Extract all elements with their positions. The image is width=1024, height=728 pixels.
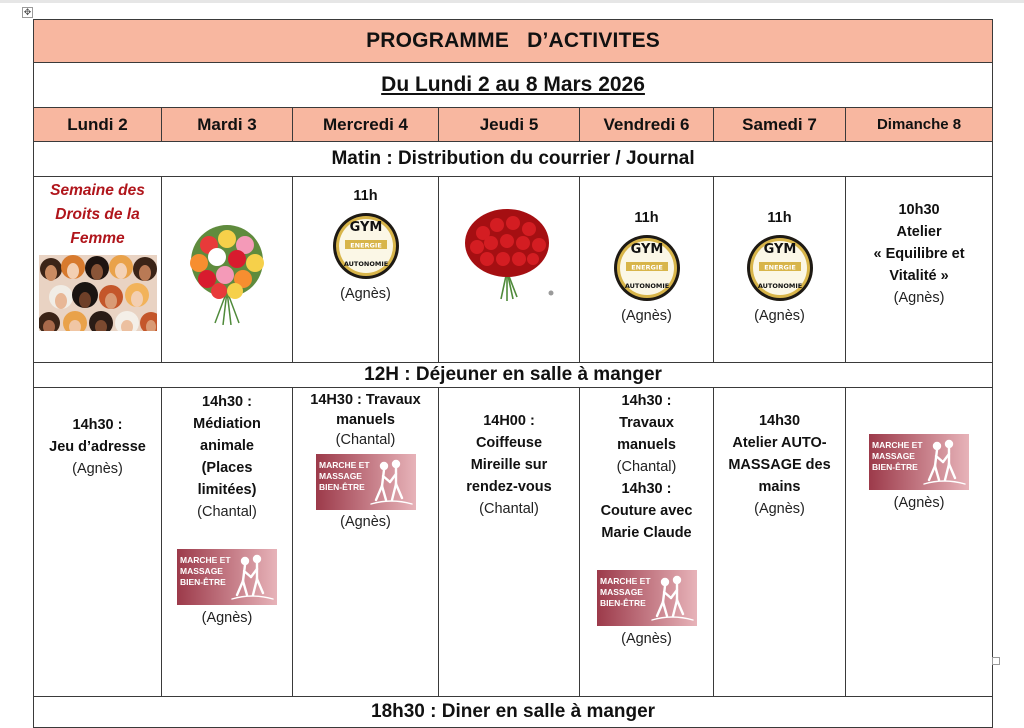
- activity-host: (Chantal): [335, 432, 396, 448]
- activity-time: 11h: [767, 210, 792, 226]
- activity-line: Travaux: [619, 415, 674, 431]
- marche-logo-line: MARCHE ET: [599, 576, 651, 586]
- activity-time: 14h30 :: [202, 394, 252, 410]
- morning-band: Matin : Distribution du courrier / Journal: [34, 142, 993, 177]
- afternoon-samedi: [714, 388, 846, 697]
- date-range-cell: [34, 63, 993, 108]
- energie-logo-word: ENERGIE: [763, 263, 796, 272]
- highlight-line: Semaine des: [50, 182, 145, 199]
- gym-energie-autonomie-logo: [612, 233, 682, 303]
- activity-line: manuels: [336, 412, 395, 428]
- marche-logo-line: MASSAGE: [180, 566, 223, 576]
- red-rose-bouquet-image: [461, 205, 557, 303]
- gym-energie-autonomie-logo: [331, 211, 401, 281]
- image-host: (Agnès): [621, 631, 672, 647]
- activity-host: (Agnès): [621, 308, 672, 324]
- activity-line: « Equilibre et: [873, 246, 965, 262]
- morning-lundi: [34, 177, 162, 363]
- activity-line: mains: [758, 479, 801, 495]
- activity-host: (Agnès): [754, 308, 805, 324]
- activity-line: animale: [200, 438, 254, 454]
- afternoon-dimanche: [846, 388, 993, 697]
- gym-logo-word: GYM: [630, 242, 663, 257]
- gym-logo-word: GYM: [763, 242, 796, 257]
- day-header-mercredi: Mercredi 4: [293, 108, 439, 142]
- activity-host: (Chantal): [616, 459, 677, 475]
- activity-line: Mireille sur: [470, 457, 548, 473]
- activity-time: 11h: [353, 188, 378, 204]
- mixed-rose-bouquet-image: [179, 221, 275, 325]
- marche-logo-line: MASSAGE: [872, 451, 916, 461]
- day-header-samedi: Samedi 7: [714, 108, 846, 142]
- marche-logo-line: BIEN-ÊTRE: [180, 577, 226, 587]
- marche-logo-line: MASSAGE: [318, 471, 362, 481]
- day-header-row: [34, 108, 993, 142]
- activity-line: MASSAGE des: [728, 457, 831, 473]
- activity-host: (Agnès): [893, 290, 945, 306]
- day-header-vendredi: Vendredi 6: [580, 108, 714, 142]
- activity-host: (Agnès): [754, 501, 805, 517]
- marche-logo-line: MARCHE ET: [180, 555, 231, 565]
- marche-massage-bien-etre-logo: [177, 549, 277, 605]
- energie-logo-word: ENERGIE: [349, 241, 382, 250]
- afternoon-mardi: [162, 388, 293, 697]
- activity-line: Vitalité »: [889, 268, 949, 284]
- morning-activities-row: [34, 177, 993, 363]
- activity-time: 10h30: [898, 202, 940, 218]
- activity-time: 14h30 :: [72, 417, 123, 433]
- activity-line: limitées): [197, 482, 257, 498]
- activity-line: Atelier: [896, 224, 942, 240]
- activity-line-2: Couture avec: [600, 503, 693, 519]
- image-host: (Agnès): [893, 495, 945, 511]
- marche-logo-line: BIEN-ÊTRE: [872, 462, 918, 472]
- image-host: (Agnès): [340, 514, 391, 530]
- highlight-line: Droits de la: [55, 206, 140, 223]
- image-host: (Agnès): [201, 610, 253, 626]
- activity-time: 14h30: [758, 413, 801, 429]
- date-range: Du Lundi 2 au 8 Mars 2026: [381, 73, 645, 96]
- afternoon-vendredi: [580, 388, 714, 697]
- activity-host: (Agnès): [340, 286, 391, 302]
- marche-logo-line: MARCHE ET: [872, 440, 923, 450]
- day-header-mardi: Mardi 3: [162, 108, 293, 142]
- activity-schedule-table: [33, 19, 993, 728]
- energie-logo-word: ENERGIE: [630, 263, 663, 272]
- activity-host: (Chantal): [479, 501, 539, 517]
- morning-vendredi: [580, 177, 714, 363]
- activity-line: Atelier AUTO-: [732, 435, 827, 451]
- women-illustration-image: [39, 255, 157, 331]
- activity-time: 11h: [634, 210, 659, 226]
- afternoon-jeudi: [439, 388, 580, 697]
- lunch-band: 12H : Déjeuner en salle à manger: [34, 363, 993, 388]
- subtitle-row: [34, 63, 993, 108]
- activity-time-2: 14h30 :: [621, 481, 672, 497]
- activity-host: (Chantal): [197, 504, 257, 520]
- page-title-cell: [34, 20, 993, 63]
- activity-line: manuels: [617, 437, 676, 453]
- morning-dimanche: [846, 177, 993, 363]
- morning-mercredi: [293, 177, 439, 363]
- marche-massage-bien-etre-logo: [869, 434, 969, 490]
- morning-jeudi: [439, 177, 580, 363]
- table-resize-handle[interactable]: [992, 657, 1000, 665]
- activity-time: 14H00 :: [483, 413, 535, 429]
- window-top-edge: [0, 0, 1024, 3]
- morning-samedi: [714, 177, 846, 363]
- day-header-lundi: Lundi 2: [34, 108, 162, 142]
- dinner-band: 18h30 : Diner en salle à manger: [34, 697, 993, 728]
- marche-logo-line: BIEN-ÊTRE: [318, 482, 365, 492]
- marche-logo-line: MARCHE ET: [318, 460, 370, 470]
- activity-line-2: Marie Claude: [601, 525, 692, 541]
- activity-line: Coiffeuse: [475, 435, 543, 451]
- gym-logo-word: GYM: [349, 220, 382, 235]
- activity-title: Jeu d’adresse: [49, 439, 146, 455]
- autonomie-logo-word: AUTONOMIE: [343, 260, 388, 268]
- day-header-dimanche: Dimanche 8: [846, 108, 993, 142]
- gym-energie-autonomie-logo: [745, 233, 815, 303]
- afternoon-lundi: [34, 388, 162, 697]
- marche-logo-line: MASSAGE: [599, 587, 643, 597]
- activity-host: (Agnès): [72, 461, 123, 477]
- marche-logo-line: BIEN-ÊTRE: [599, 598, 646, 608]
- highlight-line: Femme: [70, 230, 125, 247]
- activity-line: rendez-vous: [466, 479, 552, 495]
- afternoon-mercredi: [293, 388, 439, 697]
- dinner-band-row: [34, 697, 993, 728]
- activity-time: 14h30 :: [621, 393, 672, 409]
- activity-line: Médiation: [193, 416, 261, 432]
- morning-mardi: [162, 177, 293, 363]
- autonomie-logo-word: AUTONOMIE: [757, 282, 802, 290]
- afternoon-activities-row: [34, 388, 993, 697]
- activity-line: (Places: [201, 460, 253, 476]
- activity-line: 14H30 : Travaux: [310, 392, 421, 408]
- table-move-handle-icon[interactable]: ✥: [23, 7, 32, 17]
- lunch-band-row: [34, 363, 993, 388]
- day-header-jeudi: Jeudi 5: [439, 108, 580, 142]
- title-row: [34, 20, 993, 63]
- autonomie-logo-word: AUTONOMIE: [624, 282, 669, 290]
- marche-massage-bien-etre-logo: [597, 570, 697, 626]
- morning-band-row: [34, 142, 993, 177]
- marche-massage-bien-etre-logo: [316, 454, 416, 510]
- page-title: PROGRAMME D’ACTIVITES: [366, 29, 661, 52]
